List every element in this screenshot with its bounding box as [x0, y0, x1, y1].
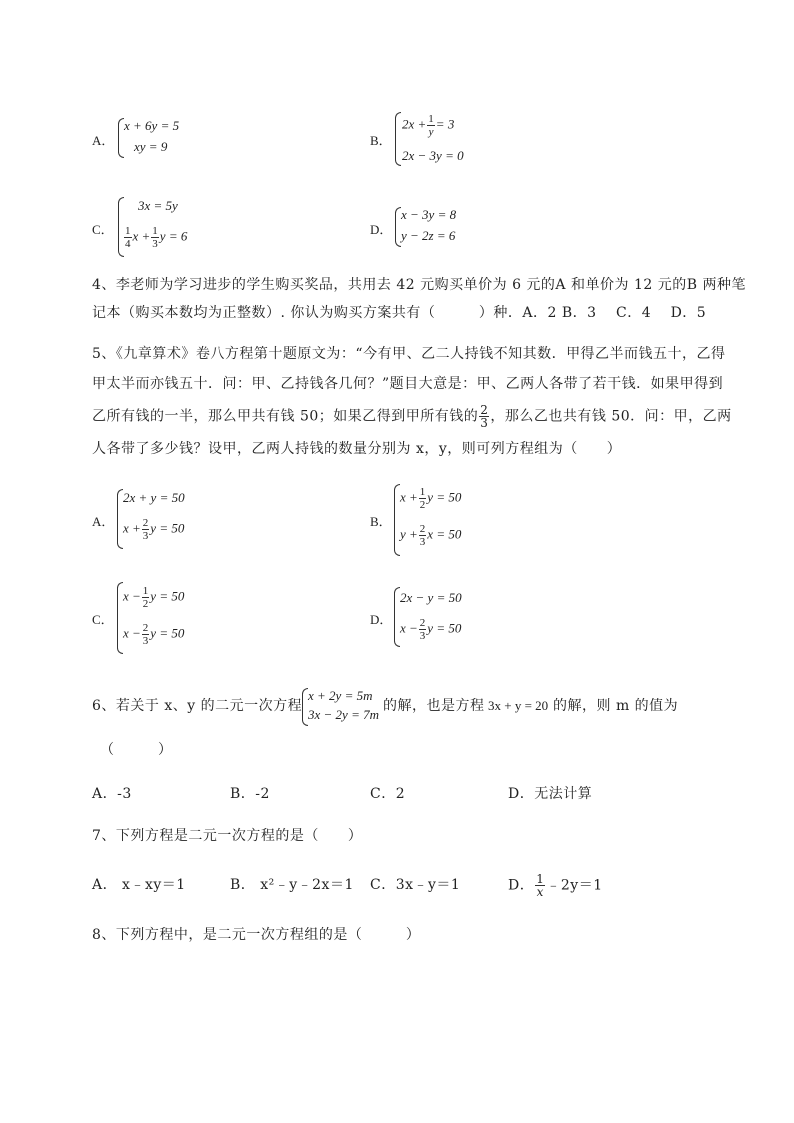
option-label: B． [370, 514, 392, 529]
q5-line-3: 乙所有钱的一半，那么甲共有钱 50；如果乙得到甲所有钱的 $\frac{2}{3}$ ，那么乙也共有钱 50．问：甲，乙两 [92, 403, 732, 430]
option-label: D． [370, 612, 393, 627]
q5-line-4: 人各带了多少钱？设甲，乙两人持钱的数量分别为 x，y，则可列方程组为（ ） [92, 441, 622, 457]
option-label: B． [370, 133, 392, 148]
option-label: D． [370, 222, 393, 237]
q7-option-a: A． x﹣xy＝1 [92, 877, 186, 893]
equation: y − 2z = 6 [401, 228, 456, 243]
equation: x + $\frac{2}{3}$ y = 50 [123, 517, 185, 542]
option-label: A． [92, 514, 115, 529]
q6-stem-pre: 6、若关于 x、y 的二元一次方程 [92, 698, 303, 714]
q6-option-c: C．2 [370, 786, 406, 802]
option-label: A． [92, 133, 115, 148]
equation: $\frac{1}{4}$ x + $\frac{1}{3}$ y = 6 [125, 225, 188, 250]
brace [395, 112, 401, 166]
equation: xy = 9 [134, 139, 168, 154]
q6-stem-mid: 的解，也是方程 [383, 698, 485, 714]
system-equation-1: x + 2y = 5m [308, 688, 373, 703]
q7-stem: 7、下列方程是二元一次方程的是（ ） [92, 828, 363, 844]
q4-line-2: 记本（购买本数均为正整数）. 你认为购买方案共有（ ）种．A．2 B．3 C．4 D．5 [92, 305, 707, 321]
q6-equation: 3x + y = 20 [488, 698, 549, 713]
equation: x − $\frac{2}{3}$ y = 50 [400, 617, 462, 642]
system-equation-2: 3x − 2y = 7m [308, 707, 379, 722]
equation: 2x − y = 50 [400, 590, 462, 605]
q6-option-a: A．-3 [92, 786, 132, 802]
option-label: C． [92, 612, 114, 627]
q7-option-b: B． x²﹣y﹣2x＝1 [230, 877, 354, 893]
q5-line-1: 5、《九章算术》卷八方程第十题原文为：“今有甲、乙二人持钱不知其数．甲得乙半而钱五十，乙得 [92, 346, 726, 362]
q7-option-d: D． $\frac{1}{x}$ ﹣2y＝1 [508, 872, 603, 899]
equation: x − $\frac{2}{3}$ y = 50 [123, 622, 185, 647]
option-label: C． [92, 222, 114, 237]
equation: x − $\frac{1}{2}$ y = 50 [123, 585, 185, 610]
q7-option-c: C．3x﹣y＝1 [370, 877, 461, 893]
q6-answer-paren: （ ） [100, 742, 173, 758]
equation: x + 6y = 5 [124, 118, 180, 133]
q5-line-2: 甲太半而亦钱五十．问：甲、乙持钱各几何？”题目大意是：甲、乙两人各带了若干钱．如果甲得到 [92, 376, 724, 392]
q6-stem-post: 的解，则 m 的值为 [553, 698, 679, 714]
q4-line-1: 4、李老师为学习进步的学生购买奖品，共用去 42 元购买单价为 6 元的A 和单价为 12 元的B 两种笔 [92, 277, 746, 293]
equation: x + $\frac{1}{2}$ y = 50 [400, 486, 462, 511]
q8-stem: 8、下列方程中，是二元一次方程组的是（ ） [92, 927, 421, 943]
equation: x − 3y = 8 [401, 207, 457, 222]
q6-option-d: D．无法计算 [508, 786, 593, 802]
equation: y + $\frac{2}{3}$ x = 50 [400, 523, 462, 548]
equation: 2x − 3y = 0 [402, 148, 464, 163]
q6-option-b: B．-2 [230, 786, 270, 802]
equation: 2x + y = 50 [123, 490, 185, 505]
equation: 2x + $\frac{1}{y}$ = 3 [402, 113, 455, 138]
equation: 3x = 5y [138, 198, 178, 213]
